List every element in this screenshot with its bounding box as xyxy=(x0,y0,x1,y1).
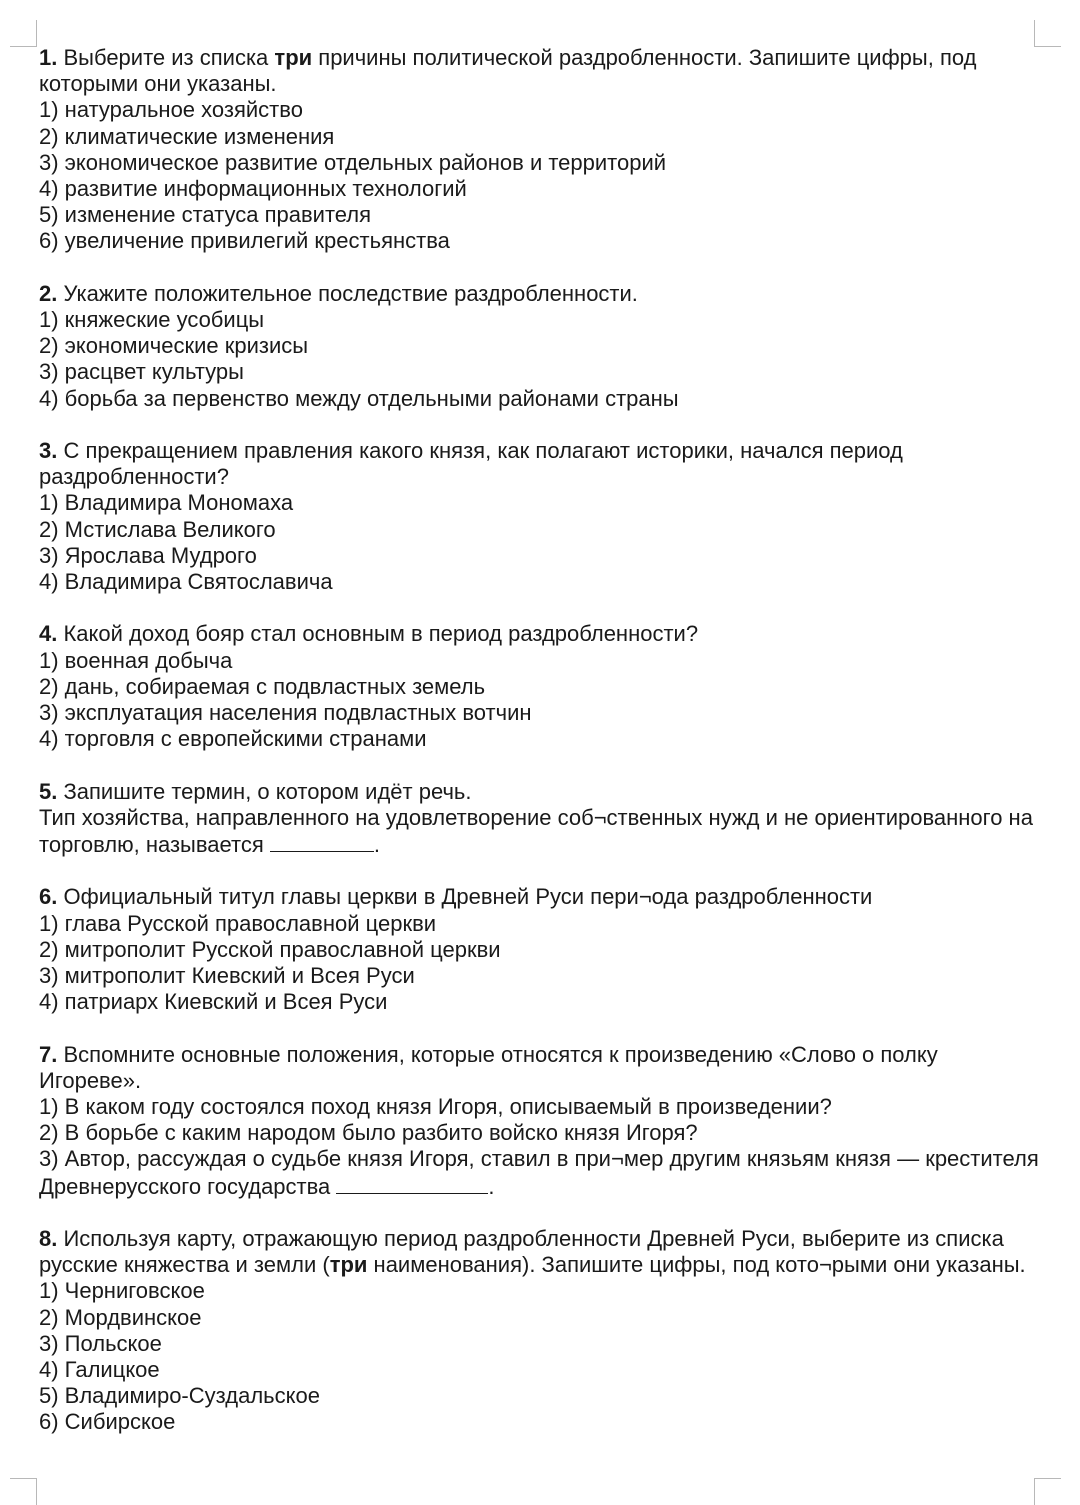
question-prompt xyxy=(39,45,1039,97)
question-number: 2. xyxy=(39,280,58,306)
question-body xyxy=(39,805,1039,858)
question-prompt xyxy=(39,438,1039,490)
question-number: 7. xyxy=(39,1041,58,1067)
answer-option: 2) дань, собираемая с подвластных земель xyxy=(39,673,486,699)
answer-option: 2) экономические кризисы xyxy=(39,333,309,359)
emphasis-word: три xyxy=(274,45,313,70)
question-prompt xyxy=(39,1226,1039,1278)
question-prompt xyxy=(39,281,1039,307)
answer-option: 2) Мстислава Великого xyxy=(39,516,276,542)
question-number: 8. xyxy=(39,1226,58,1252)
question-prompt xyxy=(39,779,1039,805)
answer-option: 3) Польское xyxy=(39,1330,162,1356)
prompt-text: причины политической раздробленности. Запишите цифры, под которыми они указаны. xyxy=(39,45,977,97)
answer-option: 4) развитие информационных технологий xyxy=(39,176,467,202)
answer-option: 5) изменение статуса правителя xyxy=(39,202,372,228)
answer-blank[interactable] xyxy=(270,831,374,852)
question-4 xyxy=(39,621,1039,752)
answer-option: 1) В каком году состоялся поход князя Игоря, описываемый в произведении? xyxy=(39,1094,832,1120)
answer-option: 4) Владимира Святославича xyxy=(39,569,333,595)
page-corner-mark-top-left xyxy=(10,20,37,47)
answer-option: 3) экономическое развитие отдельных районов и территорий xyxy=(39,149,667,175)
answer-option: 2) климатические изменения xyxy=(39,123,335,149)
answer-option: 6) увеличение привилегий крестьянства xyxy=(39,228,450,254)
answer-option: 6) Сибирское xyxy=(39,1409,176,1435)
answer-option: 3) Ярослава Мудрого xyxy=(39,542,257,568)
prompt-text: Вспомните основные положения, которые относятся к произведению «Слово о полку Игореве». xyxy=(39,1041,938,1093)
prompt-text: С прекращением правления какого князя, как полагают историки, начался период раздробленности? xyxy=(39,438,903,490)
question-number: 5. xyxy=(39,778,58,804)
question-number: 6. xyxy=(39,884,58,910)
page-corner-mark-bottom-right xyxy=(1034,1478,1061,1505)
answer-option: 1) Черниговское xyxy=(39,1278,205,1304)
answer-option xyxy=(39,1146,1039,1199)
answer-option: 1) военная добыча xyxy=(39,647,233,673)
prompt-text: Запишите термин, о котором идёт речь. xyxy=(63,778,472,804)
question-prompt xyxy=(39,884,1039,910)
answer-option: 1) натуральное хозяйство xyxy=(39,97,303,123)
answer-option: 3) митрополит Киевский и Всея Руси xyxy=(39,963,415,989)
question-number: 3. xyxy=(39,438,58,464)
body-text: Тип хозяйства, направленного на удовлетворение соб¬ственных нужд и не ориентированного на торговлю, называется xyxy=(39,804,1033,858)
question-8 xyxy=(39,1226,1039,1436)
question-number: 4. xyxy=(39,621,58,647)
question-number: 1. xyxy=(39,45,58,70)
answer-option: 3) эксплуатация населения подвластных вотчин xyxy=(39,700,532,726)
question-6 xyxy=(39,884,1039,1015)
page-corner-mark-bottom-left xyxy=(10,1478,37,1505)
question-prompt xyxy=(39,1042,1039,1094)
answer-blank[interactable] xyxy=(336,1173,488,1194)
question-3 xyxy=(39,438,1039,595)
question-5 xyxy=(39,779,1039,859)
option-end: . xyxy=(488,1173,495,1199)
answer-option: 1) Владимира Мономаха xyxy=(39,490,294,516)
emphasis-word: три xyxy=(329,1252,368,1278)
answer-option: 4) борьба за первенство между отдельными районами страны xyxy=(39,385,679,411)
question-prompt xyxy=(39,621,1039,647)
answer-option: 1) глава Русской православной церкви xyxy=(39,910,437,936)
question-7 xyxy=(39,1042,1039,1200)
prompt-text: наименования). Запишите цифры, под кото¬рыми они указаны. xyxy=(367,1252,1026,1278)
prompt-text: Выберите из списка xyxy=(63,45,275,70)
answer-option: 4) Галицкое xyxy=(39,1357,160,1383)
option-text: 3) Автор, рассуждая о судьбе князя Игоря, ставил в при¬мер другим князьям князя — крестителя Древнерусского государства xyxy=(39,1146,1039,1199)
answer-option: 5) Владимиро-Суздальское xyxy=(39,1383,320,1409)
prompt-text: Укажите положительное последствие раздробленности. xyxy=(63,280,638,306)
answer-option: 1) княжеские усобицы xyxy=(39,307,265,333)
page-corner-mark-top-right xyxy=(1034,20,1061,47)
answer-option: 2) митрополит Русской православной церкви xyxy=(39,936,501,962)
question-2 xyxy=(39,281,1039,412)
question-1 xyxy=(39,45,1039,255)
answer-option: 2) В борьбе с каким народом было разбито войско князя Игоря? xyxy=(39,1120,698,1146)
body-end: . xyxy=(373,832,381,858)
answer-option: 3) расцвет культуры xyxy=(39,359,244,385)
prompt-text: Какой доход бояр стал основным в период раздробленности? xyxy=(63,621,699,647)
document-page xyxy=(39,45,1039,1462)
prompt-text: Используя карту, отражающую период раздробленности Древней Руси, выберите из списка русские княжества и земли ( xyxy=(39,1226,1004,1278)
prompt-text: Официальный титул главы церкви в Древней Руси пери¬ода раздробленности xyxy=(63,884,873,910)
answer-option: 4) патриарх Киевский и Всея Руси xyxy=(39,989,388,1015)
answer-option: 2) Мордвинское xyxy=(39,1304,202,1330)
answer-option: 4) торговля с европейскими странами xyxy=(39,726,427,752)
